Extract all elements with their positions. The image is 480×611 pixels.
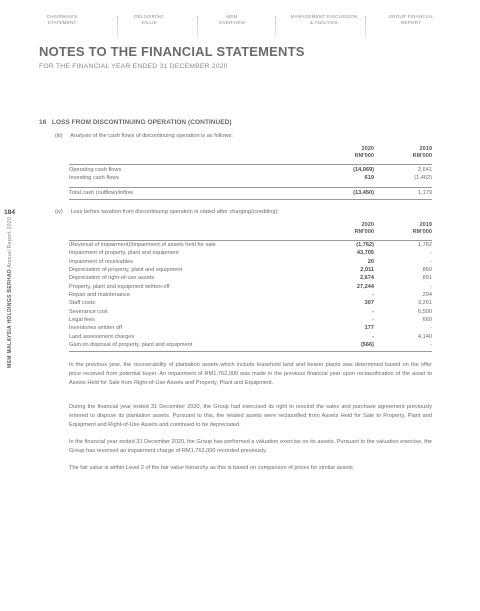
page-title: NOTES TO THE FINANCIAL STATEMENTS	[39, 44, 305, 59]
cashflow-table	[69, 166, 432, 183]
row-label: Staff costs	[69, 300, 96, 307]
value-2019: 294	[422, 292, 432, 299]
cashflow-total	[69, 189, 432, 197]
paragraph-rescission: During the financial year ended 31 December 2020, the Group had exercised its right to rescind the sales and purchase agreement previously entered to dispose its plantation assets. Pursuant to this, the related assets were reclassified from Assets Held for Sale to Property, Plant and Equipment and Right-of-Use Assets and continued to be depreciated.	[69, 404, 432, 428]
nav-label-line1: DELIVERING	[134, 14, 164, 19]
row-label: Repair and maintenance	[69, 292, 130, 299]
table-row	[69, 308, 432, 316]
value-2019: 2,641	[418, 167, 432, 173]
nav-divider	[365, 16, 366, 36]
nav-chairmans-statement[interactable]	[25, 14, 99, 26]
table-row	[69, 274, 432, 282]
row-label: Depreciation of right-of-use assets	[69, 275, 155, 282]
row-label: Operating cash flows	[69, 167, 122, 173]
table-row	[69, 258, 432, 266]
table-row	[69, 174, 432, 182]
value-2019: 1,179	[418, 190, 432, 196]
cashflow-col-2019: 2019	[419, 146, 432, 152]
value-2020: (14,069)	[353, 167, 374, 173]
table-row	[69, 291, 432, 299]
row-label: Gain on disposal of property, plant and equipment	[69, 342, 193, 349]
row-label: Severance cost	[69, 308, 108, 315]
nav-label-line2: OVERVIEW	[218, 20, 246, 25]
nav-divider	[275, 16, 276, 36]
row-label: Land assessment charges	[69, 333, 135, 340]
table-row	[69, 341, 432, 349]
value-2019: 1,762	[418, 242, 432, 248]
row-label: Legal fees	[69, 317, 95, 324]
cashflow-unit-2019: RM'000	[412, 153, 432, 159]
value-2020: 619	[364, 175, 374, 182]
value-2019: -	[430, 283, 432, 290]
report-name: Annual Report 2020	[7, 216, 13, 268]
nav-label-line1: MANAGEMENT DISCUSSION	[290, 14, 358, 19]
row-label: Impairment of property, plant and equipment	[69, 250, 179, 257]
cashflow-caption	[55, 133, 233, 139]
cashflow-col-2020: 2020	[361, 146, 374, 152]
table-row	[69, 241, 432, 249]
value-2020: 20	[367, 258, 374, 265]
table-row	[69, 324, 432, 332]
table-row	[69, 283, 432, 291]
value-2019: (1,462)	[414, 175, 432, 182]
value-2020: 27,244	[356, 283, 374, 290]
loss-bottom-rule	[69, 351, 432, 352]
loss-roman: (iv)	[55, 209, 63, 215]
row-label: Property, plant and equipment written-off	[69, 283, 170, 290]
nav-management-discussion[interactable]	[282, 14, 366, 26]
cashflow-caption-text: Analysis of the cash flows of discontinuing operation is as follows:	[70, 133, 233, 139]
nav-msm-overview[interactable]	[195, 14, 269, 26]
table-row-total	[69, 189, 432, 197]
loss-col-2020: 2020	[361, 222, 374, 228]
page-subtitle: FOR THE FINANCIAL YEAR ENDED 31 DECEMBER 2020	[39, 63, 228, 70]
row-label: Depreciation of property, plant and equipment	[69, 267, 183, 274]
value-2019: -	[430, 258, 432, 265]
section-title: LOSS FROM DISCONTINUING OPERATION (CONTINUED)	[51, 119, 232, 126]
loss-unit-2020: RM'000	[354, 229, 374, 235]
paragraph-valuation: In the financial year ended 31 December 2020, the Group has performed a valuation exercise on its assets. Pursuant to the valuation exercise, the Group has reversed an impairment charge of RM1,762,000 recorded previously.	[69, 439, 432, 454]
cashflow-bottom-rule	[69, 199, 432, 200]
value-2019: 6,500	[418, 308, 432, 315]
value-2020: -	[372, 317, 374, 324]
nav-group-financial-report[interactable]	[374, 14, 448, 26]
side-running-header	[7, 217, 13, 368]
nav-delivering-value[interactable]	[112, 14, 186, 26]
nav-label-line1: CHAIRMAN'S	[46, 14, 78, 19]
value-2020: 2,674	[360, 275, 374, 282]
value-2020: (566)	[360, 342, 374, 349]
table-row	[69, 166, 432, 174]
section-heading	[39, 119, 232, 126]
value-2019: 860	[422, 267, 432, 274]
cashflow-top-rule	[69, 164, 432, 165]
table-row	[69, 333, 432, 341]
value-2020: 2,011	[360, 267, 374, 274]
cashflow-roman: (iii)	[55, 133, 63, 139]
value-2020: -	[372, 308, 374, 315]
value-2019: 4,140	[418, 333, 432, 340]
row-label: Investing cash flows	[69, 175, 120, 182]
row-label: Total cash (outflow)/inflow	[69, 190, 134, 196]
value-2020: (13,450)	[353, 190, 374, 196]
paragraph-fair-value: The fair value is within Level 2 of the fair value hierarchy as this is based on comparison of prices for similar assets.	[69, 465, 355, 471]
value-2019: 891	[422, 275, 432, 282]
value-2019: -	[430, 250, 432, 257]
nav-label-line2: REPORT	[400, 20, 422, 25]
loss-caption	[55, 209, 279, 215]
company-name: MSM MALAYSIA HOLDINGS BERHAD	[7, 269, 13, 368]
loss-col-2019: 2019	[419, 222, 432, 228]
value-2020: -	[372, 333, 374, 340]
value-2019: 660	[422, 317, 432, 324]
row-label: Inventories written off	[69, 325, 123, 332]
table-row	[69, 249, 432, 257]
value-2020: 43,705	[356, 250, 374, 257]
cashflow-unit-2020: RM'000	[354, 153, 374, 159]
nav-label-line2: & ANALYSIS	[309, 20, 339, 25]
value-2019: 3,261	[418, 300, 432, 307]
row-label: Impairment of receivables	[69, 258, 134, 265]
value-2019: -	[430, 325, 432, 332]
value-2020: (1,762)	[356, 242, 374, 248]
section-number: 16	[39, 119, 47, 126]
nav-label-line1: MSM	[226, 14, 238, 19]
table-row	[69, 316, 432, 324]
row-label: (Reversal of impairment)/Impairment of assets held for sale	[69, 242, 216, 248]
nav-label-line2: VALUE	[141, 20, 157, 25]
value-2020: -	[372, 292, 374, 299]
loss-caption-text: Loss before taxation from discontinuing operation is stated after charging/(crediting):	[70, 209, 279, 215]
page-number: 184	[4, 209, 16, 216]
value-2019: -	[430, 342, 432, 349]
value-2020: 177	[364, 325, 374, 332]
cashflow-total-rule	[69, 187, 432, 188]
paragraph-previous-year: In the previous year, the recoverability of plantation assets which include leasehold land and bearer plants was determined based on the offer price received from potential buyer. An impairment of RM1,762,000 was made in the previous financial year upon reclassification of the asset to Assets Held for Sale from Right-of-Use Assets and Property, Plant and Equipment.	[69, 362, 432, 386]
top-navigation	[0, 14, 480, 40]
loss-unit-2019: RM'000	[412, 229, 432, 235]
table-row	[69, 266, 432, 274]
nav-label-line2: STATEMENT	[47, 20, 77, 25]
value-2020: 307	[364, 300, 374, 307]
loss-table	[69, 241, 432, 349]
nav-label-line1: GROUP FINANCIAL	[388, 14, 434, 19]
table-row	[69, 299, 432, 307]
